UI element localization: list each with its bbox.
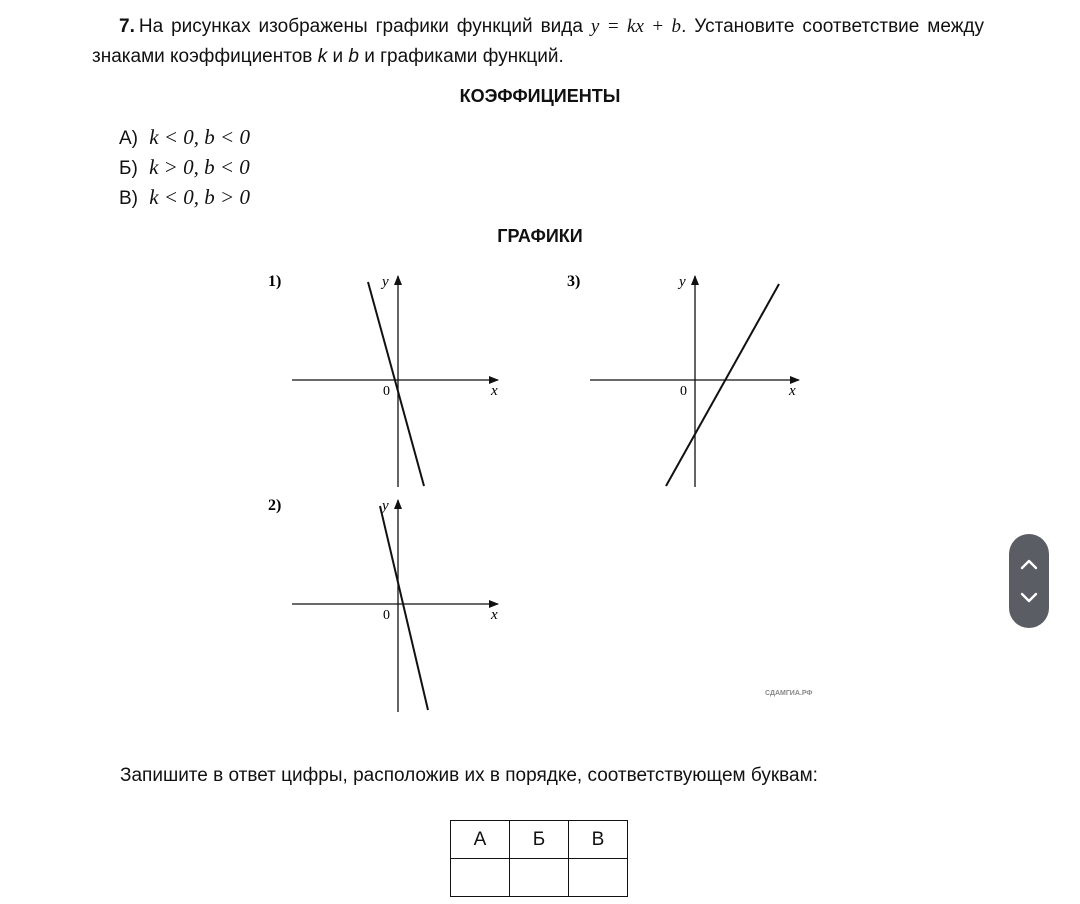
watermark: СДАМГИА.РФ bbox=[765, 690, 813, 697]
coefficient-option-b bbox=[119, 152, 250, 182]
graphs-heading: ГРАФИКИ bbox=[497, 226, 583, 246]
graph-panel-3 bbox=[567, 273, 799, 487]
task-text-before: На рисунках изображены графики функций вида bbox=[138, 16, 583, 37]
origin-label: 0 bbox=[383, 608, 390, 623]
y-axis-label: y bbox=[679, 274, 686, 290]
graph-panel-1 bbox=[268, 273, 498, 487]
scroll-up-button[interactable] bbox=[1009, 547, 1049, 581]
origin-label: 0 bbox=[680, 384, 687, 399]
answer-instruction: Запишите в ответ цифры, расположив их в порядке, соответствующем буквам: bbox=[120, 765, 818, 786]
chevron-up-icon bbox=[1020, 558, 1038, 570]
answer-cell-b[interactable] bbox=[510, 859, 569, 897]
graph-panel-2 bbox=[268, 497, 498, 712]
task-var-b: b bbox=[348, 46, 359, 67]
option-condition: k > 0, b < 0 bbox=[149, 155, 250, 179]
chevron-down-icon bbox=[1020, 592, 1038, 604]
option-letter: В) bbox=[119, 188, 138, 209]
option-letter: А) bbox=[119, 128, 138, 149]
panel-label: 3) bbox=[567, 273, 581, 290]
answer-table bbox=[450, 820, 628, 897]
x-axis-label: x bbox=[789, 383, 796, 399]
answer-value-row bbox=[451, 859, 628, 897]
answer-header-a: А bbox=[451, 821, 510, 859]
answer-cell-a[interactable] bbox=[451, 859, 510, 897]
answer-cell-c[interactable] bbox=[569, 859, 628, 897]
option-condition: k < 0, b < 0 bbox=[149, 125, 250, 149]
task-text-after: . Установите соответствие между знаками коэффициентов bbox=[92, 16, 985, 67]
y-axis-label: y bbox=[382, 274, 389, 290]
scroll-controls bbox=[1009, 534, 1049, 628]
option-letter: Б) bbox=[119, 158, 138, 179]
coefficient-option-c bbox=[119, 182, 250, 212]
function-line bbox=[368, 282, 424, 486]
task-statement bbox=[92, 12, 984, 72]
coefficient-option-a bbox=[119, 122, 250, 152]
answer-header-b: Б bbox=[510, 821, 569, 859]
task-number: 7. bbox=[119, 16, 135, 37]
x-axis-label: x bbox=[491, 383, 498, 399]
y-axis-label: y bbox=[382, 498, 389, 514]
graphs-svg bbox=[262, 262, 822, 722]
answer-header-c: В bbox=[569, 821, 628, 859]
coefficients-heading: КОЭФФИЦИЕНТЫ bbox=[459, 86, 621, 106]
task-conj: и bbox=[332, 46, 344, 67]
coefficients-list bbox=[119, 122, 250, 212]
option-condition: k < 0, b > 0 bbox=[149, 185, 250, 209]
x-axis-label: x bbox=[491, 607, 498, 623]
answer-header-row bbox=[451, 821, 628, 859]
panel-label: 2) bbox=[268, 497, 282, 514]
task-text-end: и графиками функций. bbox=[364, 46, 564, 67]
origin-label: 0 bbox=[383, 384, 390, 399]
task-var-k: k bbox=[317, 46, 328, 67]
task-formula: y = kx + b bbox=[590, 16, 682, 37]
scroll-down-button[interactable] bbox=[1009, 581, 1049, 615]
panel-label: 1) bbox=[268, 273, 282, 290]
graphs-figure bbox=[262, 262, 822, 722]
